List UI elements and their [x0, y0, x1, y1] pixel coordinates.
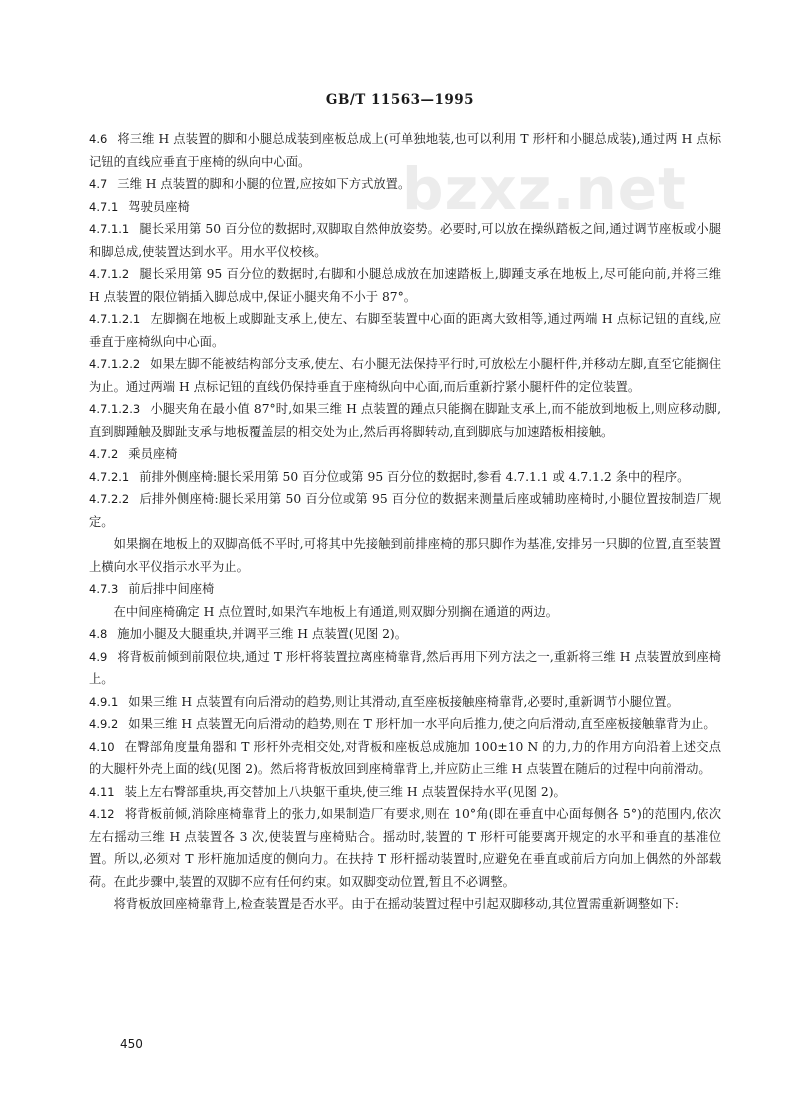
clause-number: 4.7.1.1 — [89, 222, 130, 236]
page-number: 450 — [120, 1037, 143, 1051]
clause-text: 腿长采用第 95 百分位的数据时,右脚和小腿总成放在加速踏板上,脚踵支承在地板上,尽可能向前,并将三维 H 点装置的限位销插入脚总成中,保证小腿夹角不小于 87°。 — [89, 267, 721, 304]
clause-number: 4.8 — [89, 627, 108, 641]
clause-text: 在中间座椅确定 H 点位置时,如果汽车地板上有通道,则双脚分别搁在通道的两边。 — [113, 604, 559, 619]
clause-number: 4.9.1 — [89, 694, 119, 709]
paragraph — [89, 218, 721, 263]
watermark: bzxz.net — [402, 155, 687, 223]
paragraph — [89, 533, 721, 578]
paragraph — [89, 398, 721, 443]
paragraph — [89, 691, 721, 714]
paragraph — [89, 128, 721, 173]
clause-text: 小腿夹角在最小值 87°时,如果三维 H 点装置的踵点只能搁在脚趾支承上,而不能放到地板上,则应移动脚,直到脚踵触及脚趾支承与地板覆盖层的相交处为止,然后再将脚转动,直到脚底与加速踏板相接触。 — [89, 402, 721, 439]
clause-text: 腿长采用第 50 百分位的数据时,双脚取自然伸放姿势。必要时,可以放在操纵踏板之间,通过调节座板或小腿和脚总成,使装置达到水平。用水平仪校核。 — [89, 222, 721, 259]
clause-number: 4.6 — [89, 132, 108, 146]
clause-number: 4.10 — [89, 739, 115, 754]
clause-number: 4.7.1 — [89, 199, 119, 214]
clause-text: 装上左右臀部重块,再交替加上八块躯干重块,使三维 H 点装置保持水平(见图 2)。 — [124, 784, 566, 799]
clause-number: 4.7.1.2 — [89, 267, 130, 281]
clause-text: 如果左脚不能被结构部分支承,使左、右小腿无法保持平行时,可放松左小腿杆件,并移动左脚,直至它能搁住为止。通过两端 H 点标记钮的直线仍保持垂直于座椅纵向中心面,而后重新拧紧小腿杆件的定位装置。 — [89, 357, 721, 394]
paragraph — [89, 623, 721, 646]
paragraph — [89, 713, 721, 736]
clause-text: 将三维 H 点装置的脚和小腿总成装到座板总成上(可单独地装,也可以利用 T 形杆和小腿总成装),通过两 H 点标记钮的直线应垂直于座椅的纵向中心面。 — [89, 132, 721, 169]
clause-number: 4.12 — [89, 807, 115, 821]
paragraph — [89, 803, 721, 893]
clause-text: 驾驶员座椅 — [128, 199, 190, 214]
paragraph — [89, 736, 721, 781]
clause-text: 将背板放回座椅靠背上,检查装置是否水平。由于在摇动装置过程中引起双脚移动,其位置需重新调整如下: — [113, 897, 679, 911]
paragraph — [89, 196, 721, 219]
paragraph — [89, 173, 721, 196]
clause-number: 4.11 — [89, 784, 115, 799]
clause-text: 在臀部角度量角器和 T 形杆外壳相交处,对背板和座板总成施加 100±10 N 的力,力的作用方向沿着上述交点的大腿杆外壳上面的线(见图 2)。然后将背板放回到座椅靠背上,并应防止三维 H 点装置在随后的过程中向前滑动。 — [89, 739, 721, 776]
clause-number: 4.7.1.2.2 — [89, 357, 141, 371]
clause-number: 4.7.2.1 — [89, 469, 130, 484]
clause-text: 三维 H 点装置的脚和小腿的位置,应按如下方式放置。 — [117, 177, 411, 191]
paragraph — [89, 353, 721, 398]
paragraph — [89, 443, 721, 466]
paragraph — [89, 488, 721, 533]
clause-text: 如果搁在地板上的双脚高低不平时,可将其中先接触到前排座椅的那只脚作为基准,安排另一只脚的位置,直至装置上横向水平仪指示水平为止。 — [89, 537, 721, 574]
paragraph — [89, 308, 721, 353]
clause-number: 4.7.3 — [89, 582, 119, 596]
clause-text: 左脚搁在地板上或脚趾支承上,使左、右脚至装置中心面的距离大致相等,通过两端 H 点标记钮的直线,应垂直于座椅纵向中心面。 — [89, 312, 721, 349]
paragraph — [89, 263, 721, 308]
clause-number: 4.9.2 — [89, 717, 119, 731]
paragraph — [89, 466, 721, 489]
paragraph — [89, 781, 721, 804]
clause-text: 将背板前倾到前限位块,通过 T 形杆将装置拉离座椅靠背,然后再用下列方法之一,重新将三维 H 点装置放到座椅上。 — [89, 649, 721, 686]
clause-text: 前后排中间座椅 — [128, 582, 215, 596]
paragraph — [89, 601, 721, 624]
clause-text: 如果三维 H 点装置无向后滑动的趋势,则在 T 形杆加一水平向后推力,使之向后滑动,直至座板接触靠背为止。 — [128, 717, 716, 731]
clause-number: 4.7.2.2 — [89, 492, 130, 506]
document-body — [89, 128, 721, 916]
clause-text: 如果三维 H 点装置有向后滑动的趋势,则让其滑动,直至座板接触座椅靠背,必要时,重新调节小腿位置。 — [128, 694, 679, 709]
paragraph — [89, 893, 721, 916]
paragraph — [89, 578, 721, 601]
clause-number: 4.9 — [89, 649, 108, 664]
clause-number: 4.7.2 — [89, 447, 119, 461]
clause-number: 4.7.1.2.3 — [89, 402, 141, 416]
clause-number: 4.7 — [89, 177, 108, 191]
clause-text: 将背板前倾,消除座椅靠背上的张力,如果制造厂有要求,则在 10°角(即在垂直中心面每侧各 5°)的范围内,依次左右摇动三维 H 点装置各 3 次,使装置与座椅贴合。摇动时,装置的 T 形杆可能要离开规定的水平和垂直的基准位置。所以,必须对 T 形杆施加适度的侧向力。在扶持 T 形杆摇动装置时,应避免在垂直或前后方向加上偶然的外部载荷。在此步骤中,装置的双脚不应有任何约束。如双脚变动位置,暂且不必调整。 — [89, 807, 721, 889]
clause-number: 4.7.1.2.1 — [89, 312, 141, 326]
clause-text: 前排外侧座椅:腿长采用第 50 百分位或第 95 百分位的数据时,参看 4.7.1.1 或 4.7.1.2 条中的程序。 — [139, 469, 690, 484]
paragraph — [89, 646, 721, 691]
standard-header: GB/T 11563—1995 — [325, 92, 475, 108]
clause-text: 施加小腿及大腿重块,并调平三维 H 点装置(见图 2)。 — [117, 627, 408, 641]
clause-text: 乘员座椅 — [128, 447, 178, 461]
clause-text: 后排外侧座椅:腿长采用第 50 百分位或第 95 百分位的数据来测量后座或辅助座椅时,小腿位置按制造厂规定。 — [89, 492, 721, 529]
